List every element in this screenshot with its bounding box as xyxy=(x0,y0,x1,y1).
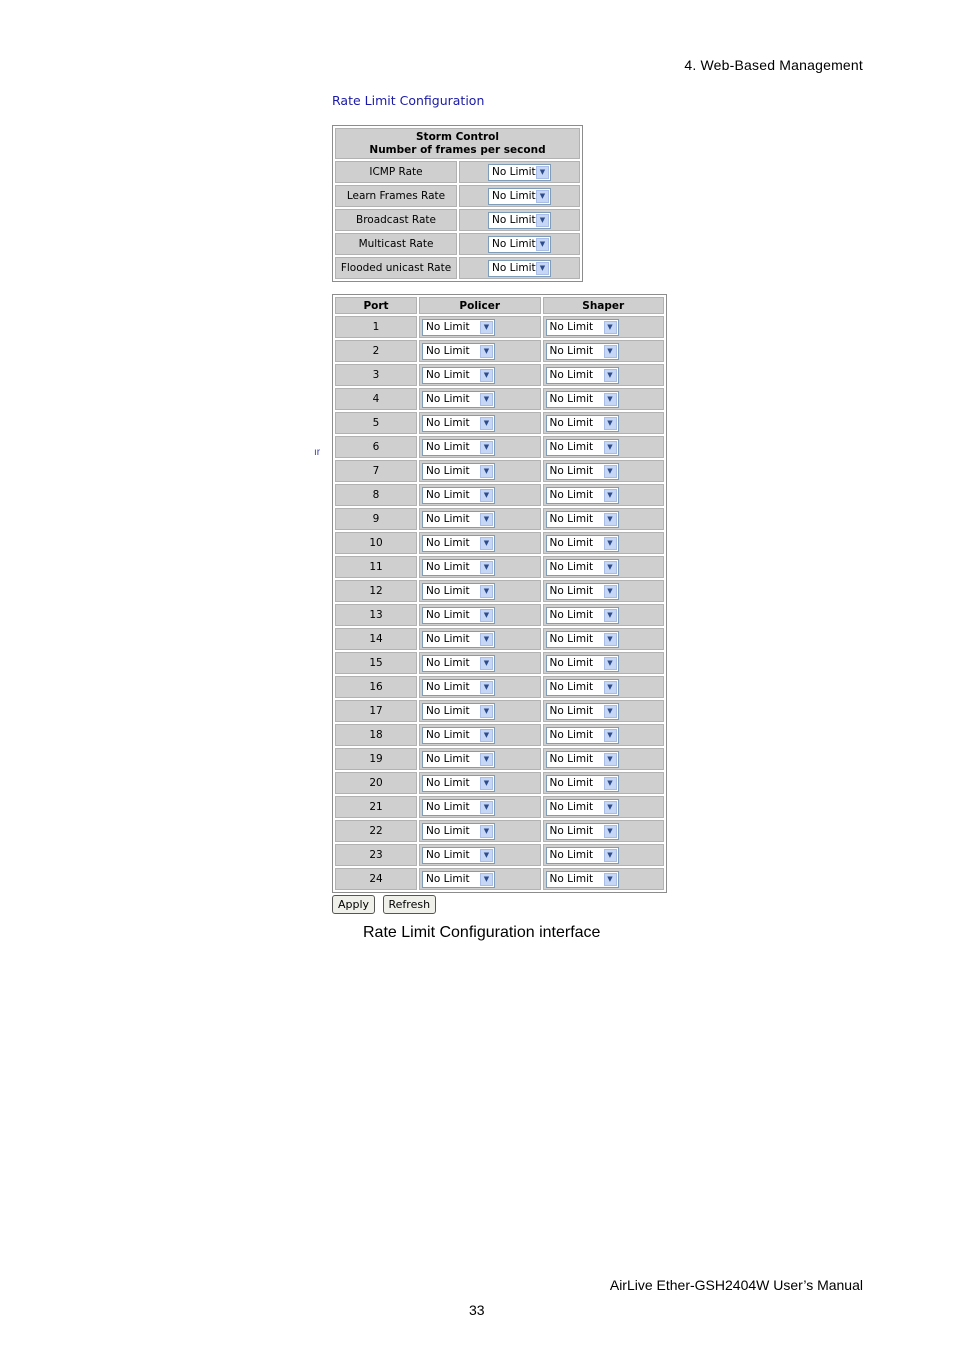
chevron-down-icon[interactable]: ▼ xyxy=(536,190,549,203)
select-value: No Limit xyxy=(426,344,470,357)
policer-select[interactable] xyxy=(422,511,495,528)
column-header-policer: Policer xyxy=(419,297,541,314)
shaper-cell xyxy=(543,604,665,626)
chevron-down-icon[interactable]: ▼ xyxy=(480,801,493,814)
table-row xyxy=(335,556,664,578)
select-value: No Limit xyxy=(426,848,470,861)
policer-cell xyxy=(419,556,541,578)
select-value: No Limit xyxy=(492,189,536,202)
policer-select[interactable] xyxy=(422,367,495,384)
select-value: No Limit xyxy=(426,872,470,885)
chevron-down-icon[interactable]: ▼ xyxy=(604,345,617,358)
shaper-cell xyxy=(543,868,665,890)
select-value: No Limit xyxy=(549,368,594,381)
port-number: 13 xyxy=(335,604,417,626)
select-value: No Limit xyxy=(549,800,594,813)
shaper-cell xyxy=(543,724,665,746)
policer-select[interactable] xyxy=(422,535,495,552)
storm-rate-select[interactable] xyxy=(488,188,551,205)
storm-rate-label: Broadcast Rate xyxy=(335,209,457,231)
table-row xyxy=(335,820,664,842)
select-value: No Limit xyxy=(426,536,470,549)
chevron-down-icon[interactable]: ▼ xyxy=(480,609,493,622)
policer-select[interactable] xyxy=(422,871,495,888)
select-value: No Limit xyxy=(426,680,470,693)
select-value: No Limit xyxy=(426,464,470,477)
shaper-select[interactable] xyxy=(546,343,619,360)
select-value: No Limit xyxy=(426,440,470,453)
chevron-down-icon[interactable]: ▼ xyxy=(480,489,493,502)
button-bar xyxy=(332,895,439,914)
storm-rate-select[interactable] xyxy=(488,164,551,181)
chevron-down-icon[interactable]: ▼ xyxy=(604,729,617,742)
port-number: 17 xyxy=(335,700,417,722)
storm-rate-select[interactable] xyxy=(488,260,551,277)
table-row xyxy=(335,652,664,674)
port-number: 3 xyxy=(335,364,417,386)
apply-button[interactable]: Apply xyxy=(332,895,375,914)
chevron-down-icon[interactable]: ▼ xyxy=(604,537,617,550)
policer-select[interactable] xyxy=(422,679,495,696)
select-value: No Limit xyxy=(426,392,470,405)
storm-control-table xyxy=(332,125,583,282)
table-row xyxy=(335,436,664,458)
select-value: No Limit xyxy=(426,560,470,573)
select-value: No Limit xyxy=(549,344,594,357)
stray-mark: ır xyxy=(314,447,321,458)
chevron-down-icon[interactable]: ▼ xyxy=(480,537,493,550)
storm-rate-label: ICMP Rate xyxy=(335,161,457,183)
table-row xyxy=(335,316,664,338)
shaper-cell xyxy=(543,652,665,674)
shaper-cell xyxy=(543,580,665,602)
storm-rate-select[interactable] xyxy=(488,236,551,253)
chevron-down-icon[interactable]: ▼ xyxy=(480,417,493,430)
shaper-select[interactable] xyxy=(546,823,619,840)
shaper-cell xyxy=(543,364,665,386)
shaper-cell xyxy=(543,460,665,482)
shaper-cell xyxy=(543,628,665,650)
policer-cell xyxy=(419,772,541,794)
port-number: 20 xyxy=(335,772,417,794)
table-row xyxy=(335,796,664,818)
port-number: 19 xyxy=(335,748,417,770)
chevron-down-icon[interactable]: ▼ xyxy=(604,873,617,886)
policer-select[interactable] xyxy=(422,775,495,792)
chevron-down-icon[interactable]: ▼ xyxy=(480,753,493,766)
table-row xyxy=(335,460,664,482)
select-value: No Limit xyxy=(549,608,594,621)
select-value: No Limit xyxy=(549,848,594,861)
shaper-cell xyxy=(543,340,665,362)
policer-select[interactable] xyxy=(422,463,495,480)
footer-manual-title: AirLive Ether-GSH2404W User’s Manual xyxy=(609,1277,863,1293)
policer-select[interactable] xyxy=(422,703,495,720)
table-row xyxy=(335,676,664,698)
page-header: 4. Web-Based Management xyxy=(684,57,863,73)
select-value: No Limit xyxy=(426,800,470,813)
shaper-cell xyxy=(543,412,665,434)
policer-cell xyxy=(419,628,541,650)
port-number: 5 xyxy=(335,412,417,434)
port-number: 14 xyxy=(335,628,417,650)
shaper-select[interactable] xyxy=(546,559,619,576)
port-number: 11 xyxy=(335,556,417,578)
shaper-cell xyxy=(543,820,665,842)
chevron-down-icon[interactable]: ▼ xyxy=(480,513,493,526)
select-value: No Limit xyxy=(426,608,470,621)
shaper-select[interactable] xyxy=(546,799,619,816)
chevron-down-icon[interactable]: ▼ xyxy=(480,849,493,862)
policer-cell xyxy=(419,652,541,674)
chevron-down-icon[interactable]: ▼ xyxy=(604,705,617,718)
select-value: No Limit xyxy=(549,536,594,549)
policer-cell xyxy=(419,700,541,722)
chevron-down-icon[interactable]: ▼ xyxy=(480,777,493,790)
port-number: 2 xyxy=(335,340,417,362)
select-value: No Limit xyxy=(426,752,470,765)
chevron-down-icon[interactable]: ▼ xyxy=(480,633,493,646)
select-value: No Limit xyxy=(549,440,594,453)
refresh-button[interactable]: Refresh xyxy=(383,895,437,914)
shaper-select[interactable] xyxy=(546,415,619,432)
shaper-select[interactable] xyxy=(546,751,619,768)
select-value: No Limit xyxy=(549,656,594,669)
chevron-down-icon[interactable]: ▼ xyxy=(536,262,549,275)
select-value: No Limit xyxy=(426,776,470,789)
storm-control-heading-line1: Storm Control xyxy=(416,130,499,143)
port-number: 1 xyxy=(335,316,417,338)
storm-rate-cell xyxy=(459,185,580,207)
chevron-down-icon[interactable]: ▼ xyxy=(604,393,617,406)
select-value: No Limit xyxy=(492,237,536,250)
chevron-down-icon[interactable]: ▼ xyxy=(480,873,493,886)
chevron-down-icon[interactable]: ▼ xyxy=(604,801,617,814)
chevron-down-icon[interactable]: ▼ xyxy=(604,681,617,694)
table-row xyxy=(335,340,664,362)
shaper-select[interactable] xyxy=(546,655,619,672)
select-value: No Limit xyxy=(426,656,470,669)
chevron-down-icon[interactable]: ▼ xyxy=(604,369,617,382)
select-value: No Limit xyxy=(549,632,594,645)
shaper-select[interactable] xyxy=(546,391,619,408)
chevron-down-icon[interactable]: ▼ xyxy=(480,441,493,454)
port-number: 22 xyxy=(335,820,417,842)
policer-select[interactable] xyxy=(422,343,495,360)
policer-select[interactable] xyxy=(422,415,495,432)
policer-cell xyxy=(419,844,541,866)
table-row xyxy=(335,484,664,506)
policer-cell xyxy=(419,340,541,362)
policer-select[interactable] xyxy=(422,487,495,504)
table-row xyxy=(335,868,664,890)
policer-select[interactable] xyxy=(422,823,495,840)
select-value: No Limit xyxy=(549,752,594,765)
chevron-down-icon[interactable]: ▼ xyxy=(604,585,617,598)
chevron-down-icon[interactable]: ▼ xyxy=(604,441,617,454)
chevron-down-icon[interactable]: ▼ xyxy=(480,705,493,718)
shaper-cell xyxy=(543,556,665,578)
chevron-down-icon[interactable]: ▼ xyxy=(604,489,617,502)
shaper-cell xyxy=(543,748,665,770)
select-value: No Limit xyxy=(549,416,594,429)
select-value: No Limit xyxy=(549,464,594,477)
policer-select[interactable] xyxy=(422,655,495,672)
policer-select[interactable] xyxy=(422,607,495,624)
chevron-down-icon[interactable]: ▼ xyxy=(604,753,617,766)
select-value: No Limit xyxy=(492,261,536,274)
policer-cell xyxy=(419,364,541,386)
page-title: Rate Limit Configuration xyxy=(332,93,485,108)
chevron-down-icon[interactable]: ▼ xyxy=(480,465,493,478)
shaper-select[interactable] xyxy=(546,703,619,720)
shaper-cell xyxy=(543,844,665,866)
storm-rate-select[interactable] xyxy=(488,212,551,229)
chevron-down-icon[interactable]: ▼ xyxy=(604,657,617,670)
storm-control-heading xyxy=(335,128,580,159)
policer-cell xyxy=(419,484,541,506)
storm-rate-label: Flooded unicast Rate xyxy=(335,257,457,279)
select-value: No Limit xyxy=(549,584,594,597)
policer-select[interactable] xyxy=(422,847,495,864)
select-value: No Limit xyxy=(492,165,536,178)
port-number: 10 xyxy=(335,532,417,554)
table-row xyxy=(335,364,664,386)
shaper-select[interactable] xyxy=(546,487,619,504)
table-row xyxy=(335,748,664,770)
port-number: 8 xyxy=(335,484,417,506)
policer-cell xyxy=(419,460,541,482)
port-number: 23 xyxy=(335,844,417,866)
port-number: 15 xyxy=(335,652,417,674)
port-number: 12 xyxy=(335,580,417,602)
chevron-down-icon[interactable]: ▼ xyxy=(480,681,493,694)
storm-control-row xyxy=(335,161,580,183)
storm-rate-cell xyxy=(459,233,580,255)
chevron-down-icon[interactable]: ▼ xyxy=(604,849,617,862)
table-row xyxy=(335,412,664,434)
policer-cell xyxy=(419,748,541,770)
chevron-down-icon[interactable]: ▼ xyxy=(604,777,617,790)
policer-select[interactable] xyxy=(422,799,495,816)
chevron-down-icon[interactable]: ▼ xyxy=(604,465,617,478)
select-value: No Limit xyxy=(549,872,594,885)
chevron-down-icon[interactable]: ▼ xyxy=(604,321,617,334)
policer-select[interactable] xyxy=(422,583,495,600)
column-header-shaper: Shaper xyxy=(543,297,665,314)
policer-select[interactable] xyxy=(422,391,495,408)
figure-caption: Rate Limit Configuration interface xyxy=(363,924,601,941)
policer-cell xyxy=(419,724,541,746)
select-value: No Limit xyxy=(549,680,594,693)
chevron-down-icon[interactable]: ▼ xyxy=(480,825,493,838)
shaper-select[interactable] xyxy=(546,439,619,456)
shaper-cell xyxy=(543,436,665,458)
select-value: No Limit xyxy=(426,632,470,645)
select-value: No Limit xyxy=(426,824,470,837)
port-number: 6 xyxy=(335,436,417,458)
shaper-cell xyxy=(543,508,665,530)
policer-select[interactable] xyxy=(422,631,495,648)
shaper-select[interactable] xyxy=(546,679,619,696)
shaper-select[interactable] xyxy=(546,847,619,864)
chevron-down-icon[interactable]: ▼ xyxy=(480,369,493,382)
policer-select[interactable] xyxy=(422,727,495,744)
chevron-down-icon[interactable]: ▼ xyxy=(604,609,617,622)
select-value: No Limit xyxy=(426,368,470,381)
policer-cell xyxy=(419,388,541,410)
select-value: No Limit xyxy=(426,728,470,741)
policer-cell xyxy=(419,316,541,338)
policer-cell xyxy=(419,412,541,434)
policer-cell xyxy=(419,820,541,842)
port-number: 21 xyxy=(335,796,417,818)
policer-select[interactable] xyxy=(422,559,495,576)
select-value: No Limit xyxy=(426,320,470,333)
select-value: No Limit xyxy=(549,704,594,717)
storm-control-row xyxy=(335,257,580,279)
select-value: No Limit xyxy=(426,416,470,429)
policer-select[interactable] xyxy=(422,439,495,456)
chevron-down-icon[interactable]: ▼ xyxy=(604,561,617,574)
select-value: No Limit xyxy=(549,320,594,333)
select-value: No Limit xyxy=(549,824,594,837)
port-rate-table xyxy=(332,294,667,893)
select-value: No Limit xyxy=(549,560,594,573)
policer-select[interactable] xyxy=(422,319,495,336)
storm-control-row xyxy=(335,185,580,207)
port-number: 24 xyxy=(335,868,417,890)
select-value: No Limit xyxy=(549,512,594,525)
storm-rate-cell xyxy=(459,161,580,183)
page-number: 33 xyxy=(469,1302,485,1318)
storm-rate-label: Multicast Rate xyxy=(335,233,457,255)
storm-control-heading-line2: Number of frames per second xyxy=(369,143,546,156)
chevron-down-icon[interactable]: ▼ xyxy=(480,345,493,358)
table-row xyxy=(335,604,664,626)
select-value: No Limit xyxy=(549,392,594,405)
chevron-down-icon[interactable]: ▼ xyxy=(604,825,617,838)
table-row xyxy=(335,532,664,554)
shaper-cell xyxy=(543,388,665,410)
shaper-select[interactable] xyxy=(546,607,619,624)
chevron-down-icon[interactable]: ▼ xyxy=(480,729,493,742)
shaper-cell xyxy=(543,532,665,554)
column-header-port: Port xyxy=(335,297,417,314)
policer-cell xyxy=(419,676,541,698)
policer-cell xyxy=(419,532,541,554)
table-row xyxy=(335,628,664,650)
table-row xyxy=(335,724,664,746)
shaper-select[interactable] xyxy=(546,727,619,744)
shaper-select[interactable] xyxy=(546,631,619,648)
shaper-select[interactable] xyxy=(546,511,619,528)
shaper-select[interactable] xyxy=(546,535,619,552)
shaper-select[interactable] xyxy=(546,775,619,792)
chevron-down-icon[interactable]: ▼ xyxy=(480,657,493,670)
shaper-cell xyxy=(543,316,665,338)
chevron-down-icon[interactable]: ▼ xyxy=(480,561,493,574)
policer-cell xyxy=(419,436,541,458)
table-row xyxy=(335,772,664,794)
policer-cell xyxy=(419,868,541,890)
port-number: 18 xyxy=(335,724,417,746)
chevron-down-icon[interactable]: ▼ xyxy=(536,238,549,251)
shaper-cell xyxy=(543,484,665,506)
select-value: No Limit xyxy=(426,584,470,597)
select-value: No Limit xyxy=(549,488,594,501)
storm-rate-cell xyxy=(459,209,580,231)
chevron-down-icon[interactable]: ▼ xyxy=(604,513,617,526)
chevron-down-icon[interactable]: ▼ xyxy=(480,585,493,598)
shaper-cell xyxy=(543,772,665,794)
policer-select[interactable] xyxy=(422,751,495,768)
shaper-select[interactable] xyxy=(546,463,619,480)
select-value: No Limit xyxy=(549,728,594,741)
table-row xyxy=(335,844,664,866)
shaper-cell xyxy=(543,796,665,818)
table-row xyxy=(335,508,664,530)
port-number: 16 xyxy=(335,676,417,698)
chevron-down-icon[interactable]: ▼ xyxy=(536,166,549,179)
chevron-down-icon[interactable]: ▼ xyxy=(604,633,617,646)
select-value: No Limit xyxy=(426,512,470,525)
shaper-select[interactable] xyxy=(546,367,619,384)
shaper-select[interactable] xyxy=(546,319,619,336)
chevron-down-icon[interactable]: ▼ xyxy=(480,393,493,406)
port-number: 9 xyxy=(335,508,417,530)
port-number: 4 xyxy=(335,388,417,410)
port-number: 7 xyxy=(335,460,417,482)
policer-cell xyxy=(419,604,541,626)
chevron-down-icon[interactable]: ▼ xyxy=(536,214,549,227)
chevron-down-icon[interactable]: ▼ xyxy=(604,417,617,430)
select-value: No Limit xyxy=(492,213,536,226)
shaper-select[interactable] xyxy=(546,583,619,600)
policer-cell xyxy=(419,508,541,530)
shaper-select[interactable] xyxy=(546,871,619,888)
select-value: No Limit xyxy=(426,488,470,501)
policer-cell xyxy=(419,580,541,602)
shaper-cell xyxy=(543,700,665,722)
shaper-cell xyxy=(543,676,665,698)
policer-cell xyxy=(419,796,541,818)
storm-control-row xyxy=(335,209,580,231)
select-value: No Limit xyxy=(426,704,470,717)
chevron-down-icon[interactable]: ▼ xyxy=(480,321,493,334)
table-row xyxy=(335,700,664,722)
select-value: No Limit xyxy=(549,776,594,789)
table-row xyxy=(335,388,664,410)
table-row xyxy=(335,580,664,602)
storm-control-row xyxy=(335,233,580,255)
storm-rate-cell xyxy=(459,257,580,279)
storm-rate-label: Learn Frames Rate xyxy=(335,185,457,207)
